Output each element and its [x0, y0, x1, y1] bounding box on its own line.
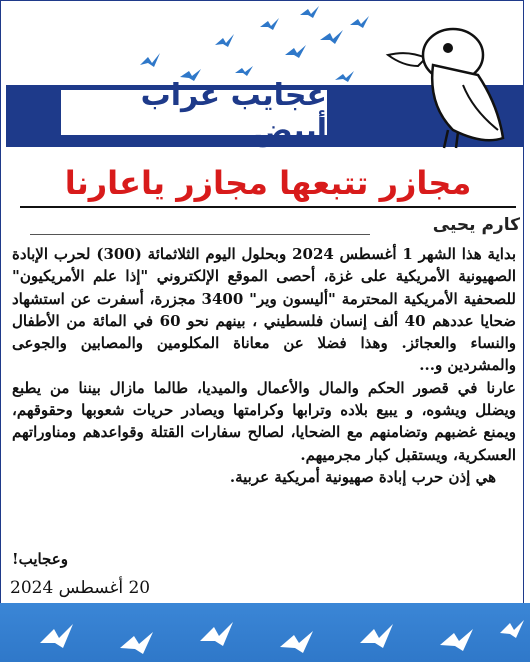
byline-divider [30, 234, 370, 235]
white-crow-icon [378, 10, 524, 150]
article-body [12, 243, 516, 488]
flying-bird-icon [40, 624, 73, 648]
publish-date: 20 أغسطس 2024 [10, 578, 151, 598]
brand-title: عجايب غراب أبيض [140, 77, 327, 148]
footer-sky-banner [0, 603, 530, 662]
flying-bird-icon [280, 631, 313, 653]
article-paragraph: هي إذن حرب إبادة صهيونية أمريكية عربية. [229, 467, 496, 486]
flying-bird-icon [440, 629, 473, 651]
flying-bird-icon [320, 30, 343, 44]
flying-bird-icon [285, 45, 306, 58]
author-name: كارم يحيى [432, 215, 520, 235]
flying-bird-icon [235, 66, 253, 76]
author-byline [380, 210, 520, 240]
article-paragraph: بداية هذا الشهر 1 أغسطس 2024 وبحلول اليوم الثلاثمائة (300) لحرب الإبادة الصهيونية الأمريكية على غزة، أحصى الموقع الإلكتروني "إذا علم الأمريكيون" للصحفية الأمريكية المحترمة "أليسون وير" 3400 مجزرة، أسفرت عن استشهاد ضحايا عددهم 40 ألف إنسان فلسطيني ، بينهم نحو 60 في المائة من الأطفال والنساء والعجائز. وهذا فضلا عن معاناة المكلومين والمصابين والجوعى والمشردين و... [12, 245, 516, 375]
flying-bird-icon [350, 16, 369, 28]
flying-bird-icon [140, 53, 160, 67]
headline-text: مجازر تتبعها مجازر ياعارنا [64, 164, 472, 202]
flying-bird-icon [300, 6, 319, 18]
signoff: وعجايب! [12, 550, 68, 568]
flying-bird-icon [360, 624, 393, 648]
flying-bird-icon [500, 620, 524, 638]
flying-bird-icon [120, 632, 153, 654]
flying-bird-icon [215, 34, 234, 47]
flying-bird-icon [260, 18, 279, 30]
headline [20, 160, 516, 208]
flying-bird-icon [200, 622, 233, 646]
flying-bird-icon [335, 71, 354, 82]
article-paragraph: عارنا في قصور الحكم والمال والأعمال والميديا، طالما مازال بيننا من يطبع ويضلل ويشوه، و يبيع بلاده وترابها وكرامتها ويصادر حريات شعوبها وحقوقهم، ويمنع غضبهم وتضامنهم مع الضحايا، لصالح سفارات القتلة وقواعدهم ومناوراتهم العسكرية، ويستقبل كبار مجرميهم. [12, 378, 516, 464]
flying-birds-bottom [0, 603, 530, 662]
brand-title-box [60, 77, 328, 148]
